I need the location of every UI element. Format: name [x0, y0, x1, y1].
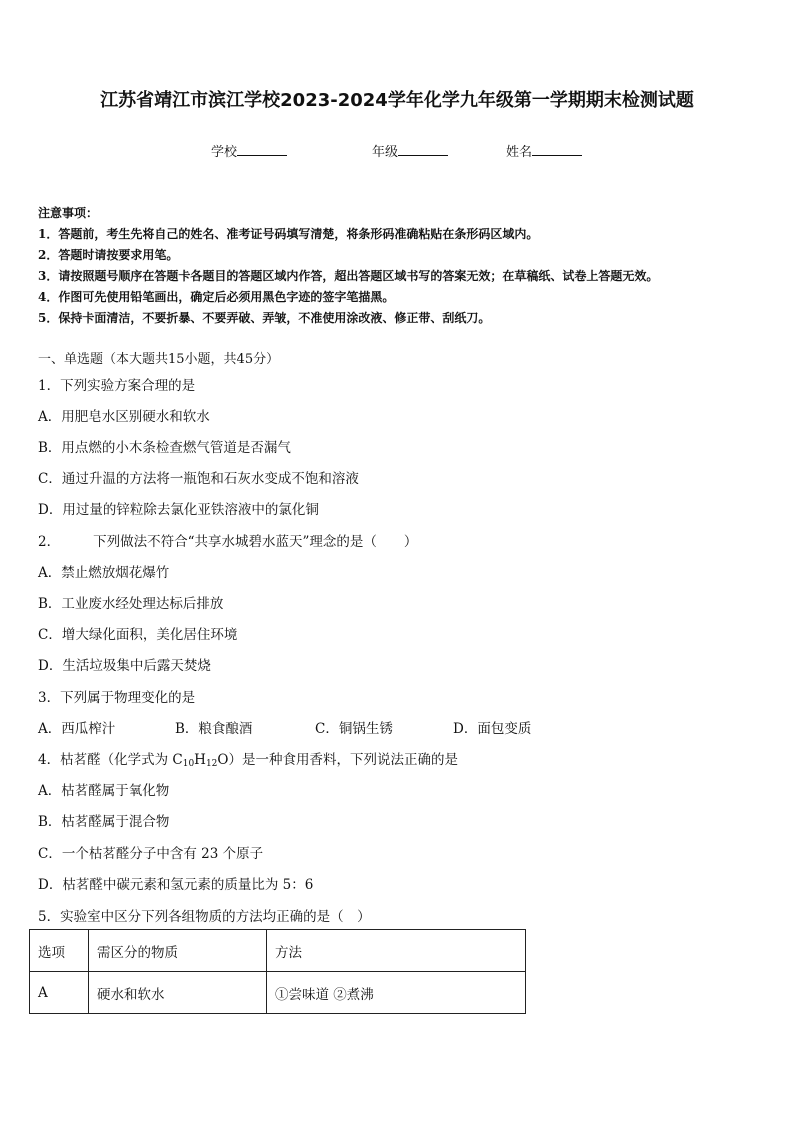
grade-label: 年级 — [372, 145, 399, 160]
notes-block — [38, 203, 768, 329]
q3-option-c: C．铜锅生锈 — [315, 721, 393, 737]
q1-option-b: B．用点燃的小木条检查燃气管道是否漏气 — [38, 440, 291, 456]
q2-stem: 下列做法不符合“共享水城碧水蓝天”理念的是（ ） — [93, 534, 418, 550]
name-blank — [532, 143, 582, 156]
q1-option-c: C．通过升温的方法将一瓶饱和石灰水变成不饱和溶液 — [38, 471, 359, 487]
formula-subscript-h: 12 — [205, 759, 218, 769]
name-label: 姓名 — [506, 145, 533, 160]
q3-option-a: A．西瓜榨汁 — [38, 721, 116, 737]
q4-stem — [38, 748, 458, 769]
school-blank — [237, 143, 287, 156]
table-row — [30, 972, 526, 1014]
table-cell: ①尝味道 ②煮沸 — [267, 972, 526, 1014]
note-item: 1．答题前，考生先将自己的姓名、准考证号码填写清楚，将条形码准确粘贴在条形码区域内。 — [38, 227, 539, 241]
q5-table — [29, 929, 526, 1014]
grade-blank — [398, 143, 448, 156]
note-item: 2．答题时请按要求用笔。 — [38, 248, 179, 262]
q3-option-b: B．粮食酿酒 — [175, 721, 253, 737]
page-title: 江苏省靖江市滨江学校2023-2024学年化学九年级第一学期期末检测试题 — [100, 90, 694, 111]
table-header-cell: 方法 — [267, 930, 526, 972]
q2-option-c: C．增大绿化面积，美化居住环境 — [38, 627, 238, 643]
q4-stem-suffix: O）是一种食用香料，下列说法正确的是 — [217, 752, 458, 768]
q4-option-d: D．枯茗醛中碳元素和氢元素的质量比为 5：6 — [38, 877, 314, 893]
table-cell: A — [30, 972, 89, 1014]
q1-stem: 1．下列实验方案合理的是 — [38, 378, 196, 394]
q2-number: 2． — [38, 534, 61, 550]
school-label: 学校 — [211, 145, 238, 160]
school-field — [211, 141, 287, 160]
q2-stem-line — [38, 530, 417, 550]
q2-option-b: B．工业废水经处理达标后排放 — [38, 596, 224, 612]
note-item: 5．保持卡面清洁，不要折暴、不要弄破、弄皱，不准使用涂改液、修正带、刮纸刀。 — [38, 311, 491, 325]
section-heading: 一、单选题（本大题共15小题，共45分） — [38, 352, 280, 367]
q4-stem-prefix: 4．枯茗醛（化学式为 C — [38, 752, 183, 768]
q5-stem: 5．实验室中区分下列各组物质的方法均正确的是（ ） — [38, 909, 371, 925]
q4-option-b: B．枯茗醛属于混合物 — [38, 814, 170, 830]
q2-option-d: D．生活垃圾集中后露天焚烧 — [38, 658, 211, 674]
table-header-cell: 选项 — [30, 930, 89, 972]
q3-option-d: D．面包变质 — [453, 721, 532, 737]
note-item: 4．作图可先使用铅笔画出，确定后必须用黑色字迹的签字笔描黑。 — [38, 290, 395, 304]
name-field — [506, 141, 582, 160]
table-header-cell: 需区分的物质 — [89, 930, 267, 972]
formula-h: H — [194, 752, 206, 768]
grade-field — [372, 141, 448, 160]
table-cell: 硬水和软水 — [89, 972, 267, 1014]
q3-stem: 3．下列属于物理变化的是 — [38, 690, 196, 706]
q1-option-a: A．用肥皂水区别硬水和软水 — [38, 409, 210, 425]
q2-option-a: A．禁止燃放烟花爆竹 — [38, 565, 170, 581]
notes-title: 注意事项： — [38, 206, 99, 220]
table-header-row — [30, 930, 526, 972]
q4-option-a: A．枯茗醛属于氧化物 — [38, 783, 170, 799]
q1-option-d: D．用过量的锌粒除去氯化亚铁溶液中的氯化铜 — [38, 502, 319, 518]
formula-subscript-c: 10 — [182, 759, 195, 769]
note-item: 3．请按照题号顺序在答题卡各题目的答题区域内作答，超出答题区域书写的答案无效；在草稿纸、试卷上答题无效。 — [38, 269, 659, 283]
q4-option-c: C．一个枯茗醛分子中含有 23 个原子 — [38, 846, 264, 862]
